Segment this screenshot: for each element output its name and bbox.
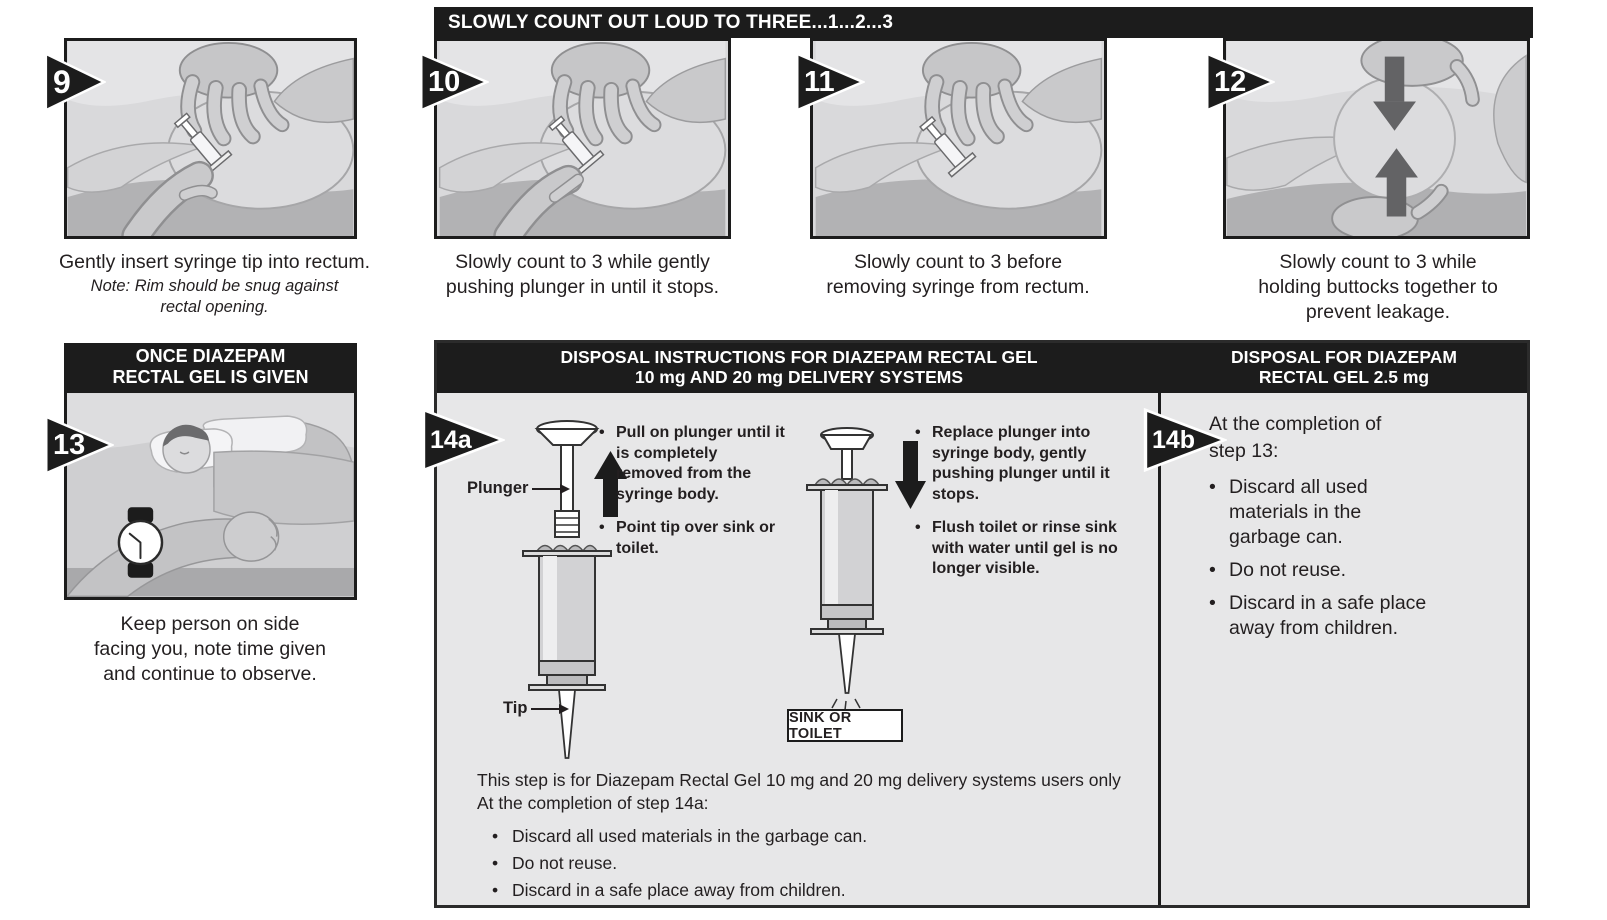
count-banner-text: SLOWLY COUNT OUT LOUD TO THREE...1...2...3 (448, 12, 894, 33)
step11-badge (795, 52, 865, 112)
step12-caption-line3: prevent leakage. (1305, 301, 1451, 323)
step9-illustration (67, 41, 354, 236)
bullet-item (599, 518, 787, 559)
disposal-panel (430, 340, 1530, 908)
tip-label-row (503, 699, 569, 718)
pointer-arrow-icon (531, 703, 569, 715)
count-banner (434, 7, 1533, 38)
plunger-label-row (467, 479, 570, 498)
step14a-footer (477, 769, 1147, 815)
once-given-header-line1: ONCE DIAZEPAM (135, 346, 286, 366)
bullet-text: Discard all used materials in the garbage can. (512, 826, 868, 846)
step14a-left-bullets (599, 423, 787, 572)
plunger-label: Plunger (467, 479, 529, 497)
step9-badge (44, 52, 106, 112)
disposal-small-header-line2: RECTAL GEL 2.5 mg (1258, 367, 1430, 387)
sink-or-toilet-label (787, 709, 903, 742)
bullet-text: Pull on plunger until it is completely removed from the syringe body. (616, 424, 785, 503)
step9-image (64, 38, 357, 239)
bullet-item (492, 852, 1142, 874)
bullet-item (1209, 475, 1429, 550)
step14a-right-bullets (915, 423, 1123, 593)
step13-caption (40, 612, 380, 687)
step10-number: 10 (428, 65, 461, 98)
bullet-item (599, 423, 787, 505)
bullet-text: Point tip over sink or toilet. (616, 519, 776, 557)
bullet-item (492, 879, 1142, 901)
bullet-item (492, 825, 1142, 847)
step11-number: 11 (804, 65, 835, 98)
bullet-text: Discard in a safe place away from children. (1229, 592, 1427, 639)
step13-badge (44, 415, 114, 475)
step13-caption-line1: Keep person on side (120, 613, 300, 635)
step9-note-line1: Note: Rim should be snug against (90, 277, 339, 295)
bullet-item (915, 423, 1123, 505)
once-given-header-line2: RECTAL GEL IS GIVEN (112, 367, 309, 387)
step14b-bullets (1209, 475, 1429, 649)
bullet-text: Discard in a safe place away from children. (512, 880, 846, 900)
bullet-item (1209, 558, 1429, 583)
step14a-footer-bullets (492, 825, 1142, 906)
bullet-item (915, 518, 1123, 580)
bullet-text: Discard all used materials in the garbage can. (1229, 476, 1368, 548)
bullet-text: Do not reuse. (512, 853, 618, 873)
step9-number: 9 (53, 64, 71, 100)
step14b-intro-line2: step 13: (1209, 440, 1279, 462)
step9-caption-text: Gently insert syringe tip into rectum. (58, 251, 371, 273)
step14b-number: 14b (1152, 425, 1196, 454)
step11-caption (793, 250, 1123, 300)
step14a-number: 14a (430, 425, 472, 454)
sink-or-toilet-text: SINK OR TOILET (789, 709, 852, 742)
disposal-small-header-line1: DISPOSAL FOR DIAZEPAM (1231, 347, 1457, 367)
disposal-main-header-line1: DISPOSAL INSTRUCTIONS FOR DIAZEPAM RECTAL GEL (560, 347, 1038, 367)
step14a-footer-line1: This step is for Diazepam Rectal Gel 10 mg and 20 mg delivery systems users only (477, 770, 1121, 790)
bullet-text: Replace plunger into syringe body, gently pushing plunger until it stops. (932, 424, 1110, 503)
bullet-text: Flush toilet or rinse sink with water until gel is no longer visible. (932, 519, 1118, 577)
step12-number: 12 (1214, 65, 1247, 98)
step10-caption (420, 250, 745, 300)
step13-number: 13 (53, 428, 86, 461)
disposal-small-header (1161, 343, 1527, 393)
once-given-header (64, 343, 357, 390)
bullet-text: Do not reuse. (1229, 559, 1347, 581)
step13-caption-line2: facing you, note time given (94, 638, 326, 660)
disposal-headers (437, 343, 1527, 393)
step14a-footer-line2: At the completion of step 14a: (477, 793, 709, 813)
step10-caption-line2: pushing plunger in until it stops. (445, 276, 720, 298)
step9-caption (22, 250, 407, 318)
step10-caption-line1: Slowly count to 3 while gently (455, 251, 710, 273)
step11-caption-line1: Slowly count to 3 before (853, 251, 1063, 273)
step14b-intro-line1: At the completion of (1209, 413, 1382, 435)
tip-label: Tip (503, 699, 528, 717)
disposal-main-header-line2: 10 mg AND 20 mg DELIVERY SYSTEMS (634, 367, 964, 387)
disposal-main-header (437, 343, 1161, 393)
step11-caption-line2: removing syringe from rectum. (826, 276, 1090, 298)
bullet-item (1209, 591, 1429, 641)
step13-caption-line3: and continue to observe. (103, 663, 317, 685)
step12-caption (1213, 250, 1543, 325)
pointer-arrow-icon (532, 483, 570, 495)
step12-caption-line2: holding buttocks together to (1258, 276, 1498, 298)
step12-caption-line1: Slowly count to 3 while (1279, 251, 1477, 273)
step14b-intro (1209, 411, 1449, 465)
step9-note-line2: rectal opening. (160, 298, 269, 316)
step12-badge (1205, 52, 1275, 112)
step10-badge (419, 52, 489, 112)
